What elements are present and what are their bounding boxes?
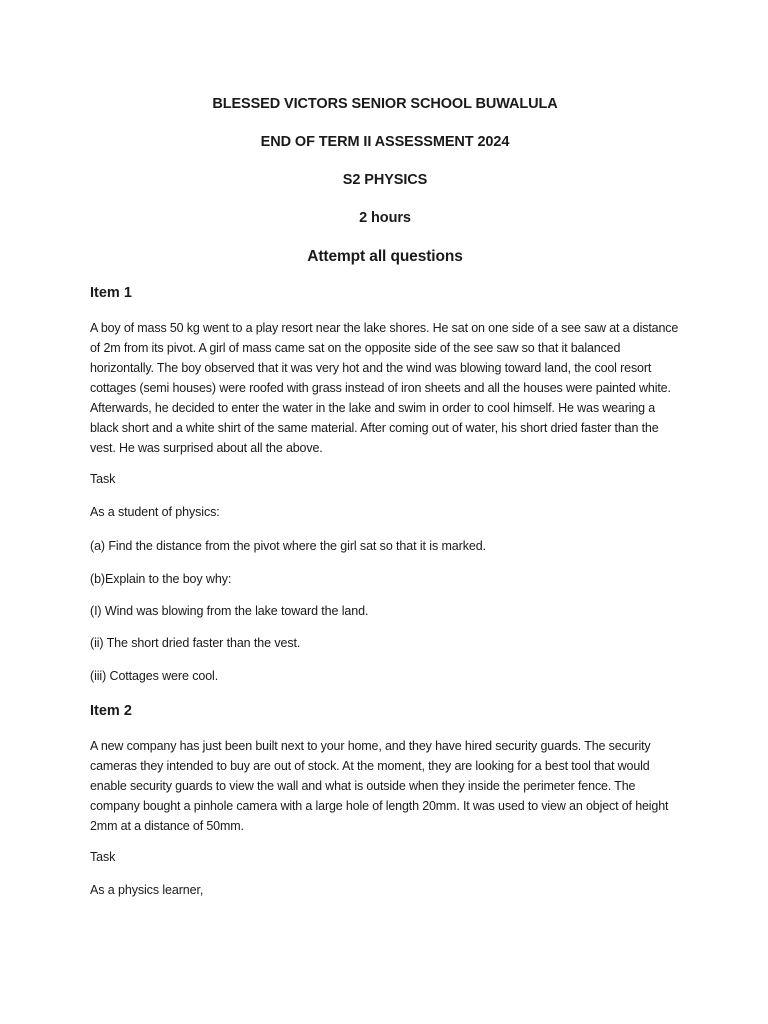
duration: 2 hours [359,210,411,226]
question-b-i: (I) Wind was blowing from the lake toward the land. [90,604,369,618]
item-2-scenario: A new company has just been built next to your home, and they have hired security guards. The security cameras they intended to buy are out of stock. At the moment, they are looking for a best tool that would enable security guards to view the wall and what is outside when they inside the perimeter fence. The company bought a pinhole camera with a large hole of length 20mm. It was used to view an object of height 2mm at a distance of 50mm. [90,739,669,833]
item-1-task-label: Task [90,472,116,486]
question-a: (a) Find the distance from the pivot where the girl sat so that it is marked. [90,539,486,553]
item-1-scenario: A boy of mass 50 kg went to a play resort near the lake shores. He sat on one side of a see saw at a distance of 2m from its pivot. A girl of mass came sat on the opposite side of the see saw so that it balanced horizontally. The boy observed that it was very hot and the wind was blowing toward land, the cool resort cottages (semi houses) were roofed with grass instead of iron sheets and all the houses were painted white. Afterwards, he decided to enter the water in the lake and swim in order to cool himself. He was wearing a black short and a white shirt of the same material. After coming out of water, his short dried faster than the vest. He was surprised about all the above. [90,321,679,455]
exam-title: END OF TERM II ASSESSMENT 2024 [260,134,510,150]
item-2-task-intro: As a physics learner, [90,883,204,897]
item-1-task-intro: As a student of physics: [90,505,220,519]
item-1-title: Item 1 [90,285,132,301]
question-b: (b)Explain to the boy why: [90,572,232,586]
instruction: Attempt all questions [307,248,463,265]
question-b-ii: (ii) The short dried faster than the vest. [90,636,301,650]
question-b-iii: (iii) Cottages were cool. [90,669,219,683]
subject-title: S2 PHYSICS [342,172,428,188]
item-2-title: Item 2 [90,703,132,719]
school-name: BLESSED VICTORS SENIOR SCHOOL BUWALULA [212,96,558,112]
item-2-task-label: Task [90,850,116,864]
